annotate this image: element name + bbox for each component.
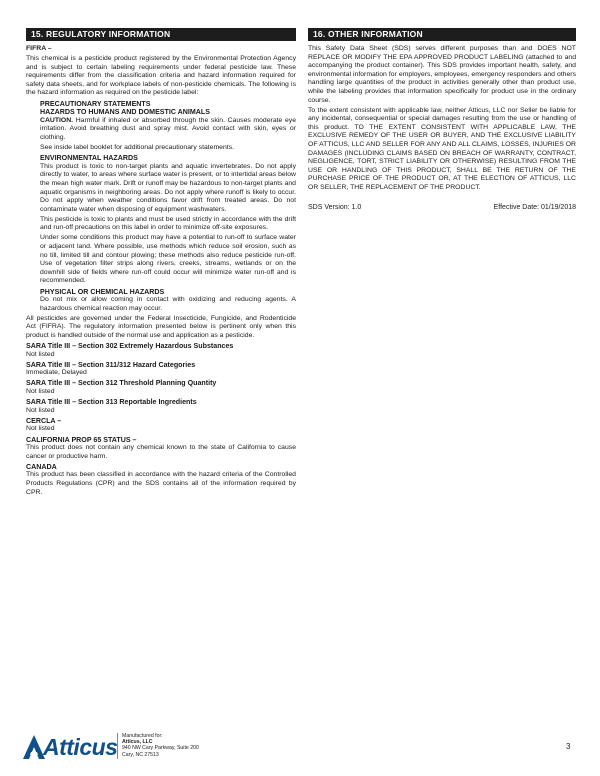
see-label-note: See inside label booklet for additional precautionary statements. bbox=[40, 144, 235, 152]
precautionary-block bbox=[26, 100, 296, 314]
caution-paragraph bbox=[40, 117, 296, 143]
canada-value: This product has been classified in accordance with the hazard criteria of the Controlled Products Regulations (CPR) and the SDS contains all of the information required by CPR. bbox=[26, 471, 296, 496]
all-pesticides-paragraph: All pesticides are governed under the Federal Insecticide, Fungicide, and Rodenticide Act (FIFRA). The regulatory information presented below is pertinent only when this product is handled outside of the normal use and application as a pesticide. bbox=[26, 314, 296, 339]
environmental-hazards-paragraph-1: This product is toxic to non-target plants and aquatic invertebrates. Do not apply directly to water, to areas where surface water is present, or to intertidal areas below the mean high water mark. Drift or runoff may be hazardous to non-target plants and aquatic organisms in neighboring areas. Do not apply where runoff is likely to occur. Do not apply when weather conditions favor drift from treated areas. Do not contaminate water when disposing of equipment washwaters. bbox=[40, 162, 296, 213]
environmental-hazards-paragraph-3: Under some conditions this product may have a potential to run-off to surface water or adjacent land. Where possible, use methods which reduce soil erosion, such as no till, limited till and contour plowing; these methods also reduce pesticide run-off. Use of vegetation filter strips along rivers, creeks, streams, wetlands or on the downhill side of fields where run-off could occur will minimize water run-off and is recommended. bbox=[40, 234, 296, 285]
sara-302-value: Not listed bbox=[26, 350, 55, 358]
sara-313-title: SARA Title III – Section 313 Reportable Ingredients bbox=[26, 398, 197, 407]
sara-311-312-value: Immediate, Delayed bbox=[26, 369, 87, 377]
sara-302-title: SARA Title III – Section 302 Extremely Hazardous Substances bbox=[26, 342, 234, 351]
manufactured-for-label: Manufactured for: bbox=[122, 733, 163, 739]
atticus-logo-text: Atticus bbox=[43, 733, 118, 760]
sara-311-312-title: SARA Title III – Section 311/312 Hazard Categories bbox=[26, 360, 196, 369]
address-line-2: Cary, NC 27513 bbox=[122, 751, 159, 758]
company-name: Atticus, LLC bbox=[122, 739, 153, 746]
sds-meta-row bbox=[308, 203, 576, 212]
environmental-hazards-heading: ENVIRONMENTAL HAZARDS bbox=[40, 154, 138, 163]
effective-date: Effective Date: 01/19/2018 bbox=[493, 203, 576, 211]
footer-divider bbox=[117, 733, 118, 759]
fifra-body: This chemical is a pesticide product registered by the Environmental Protection Agency and is subject to certain labeling requirements under federal pesticide law. These requirements differ from the classification criteria and hazard information required for safety data sheets, and for workplace labels of non-pesticide chemicals. The following is the hazard information as required on the pesticide label: bbox=[26, 55, 296, 97]
caution-label: CAUTION. bbox=[40, 116, 74, 124]
canada-title: CANADA bbox=[26, 462, 57, 471]
prop65-title: CALIFORNIA PROP 65 STATUS – bbox=[26, 435, 137, 444]
precautionary-statements-heading: PRECAUTIONARY STATEMENTS bbox=[40, 99, 151, 108]
physical-chemical-hazards-body: Do not mix or allow coming in contact with oxidizing and reducing agents. A hazardous chemical reaction may occur. bbox=[40, 296, 296, 312]
fifra-title: FIFRA – bbox=[26, 45, 52, 52]
cercla-value: Not listed bbox=[26, 425, 55, 433]
section-15-header: 15. REGULATORY INFORMATION bbox=[26, 28, 296, 41]
hazards-humans-heading: HAZARDS TO HUMANS AND DOMESTIC ANIMALS bbox=[40, 108, 210, 117]
other-info-paragraph-1: This Safety Data Sheet (SDS) serves different purposes than and DOES NOT REPLACE OR MODIFY THE EPA APPROVED PRODUCT LABELING (attached to and accompanying the product container). This SDS provides important health, safety, and environmental information for employers, employees, emergency responders and others handling large quantities of the product in activities generally other than product use, while the labeling provides that information specifically for product use in the ordinary course. bbox=[308, 45, 576, 104]
manufacturer-block bbox=[122, 733, 199, 758]
physical-chemical-hazards-heading: PHYSICAL OR CHEMICAL HAZARDS bbox=[40, 287, 165, 296]
section-16-header: 16. OTHER INFORMATION bbox=[308, 28, 576, 41]
caution-body: Harmful if inhaled or absorbed through the skin. Causes moderate eye irritation. Avoid breathing dust and spray mist. Avoid contact with skin, eyes or clothing. bbox=[40, 116, 296, 141]
address-line-1: 940 NW Cary Parkway, Suite 200 bbox=[122, 745, 199, 752]
prop65-value: This product does not contain any chemical known to the state of California to cause cancer or productive harm. bbox=[26, 444, 296, 460]
environmental-hazards-paragraph-2: This pesticide is toxic to plants and must be used strictly in accordance with the drift and run-off precautions on this label in order to minimize off-site exposures. bbox=[40, 215, 296, 232]
other-info-paragraph-2: To the extent consistent with applicable law, neither Atticus, LLC nor Seller be liable for any incidental, consequential or special damages resulting from the use or handling of this product. TO THE EXTENT CONSISTENT WITH APPLICABLE LAW, THE EXCLUSIVE REMEDY OF THE USER OR BUYER, AND THE EXCLUSIVE LIABILITY OF ATTICUS, LLC AND SELLER FOR ANY AND ALL CLAIMS, LOSSES, INJURIES OR DAMAGES (INCLUDING CLAIMS BASED ON BREACH OF WARRANTY, CONTRACT, NEGLIGENCE, TORT, STRICT LIABILITY OR OTHERWISE) RESULTING FROM THE USE OR HANDLING OF THIS PRODUCT, SHALL BE THE RETURN OF THE PURCHASE PRICE OF THE PRODUCT OR, AT THE ELECTION OF ATTICUS, LLC OR SELLER, THE REPLACEMENT OF THE PRODUCT. bbox=[308, 106, 576, 191]
regulatory-information-section bbox=[26, 28, 296, 499]
sds-version: SDS Version: 1.0 bbox=[308, 203, 362, 211]
sara-312-value: Not listed bbox=[26, 388, 55, 396]
sara-313-value: Not listed bbox=[26, 406, 55, 414]
other-information-section bbox=[308, 28, 576, 212]
page-footer bbox=[0, 718, 600, 776]
atticus-logo bbox=[22, 732, 117, 762]
page-number: 3 bbox=[566, 742, 571, 751]
sara-312-title: SARA Title III – Section 312 Threshold Planning Quantity bbox=[26, 379, 217, 388]
cercla-title: CERCLA – bbox=[26, 416, 62, 425]
